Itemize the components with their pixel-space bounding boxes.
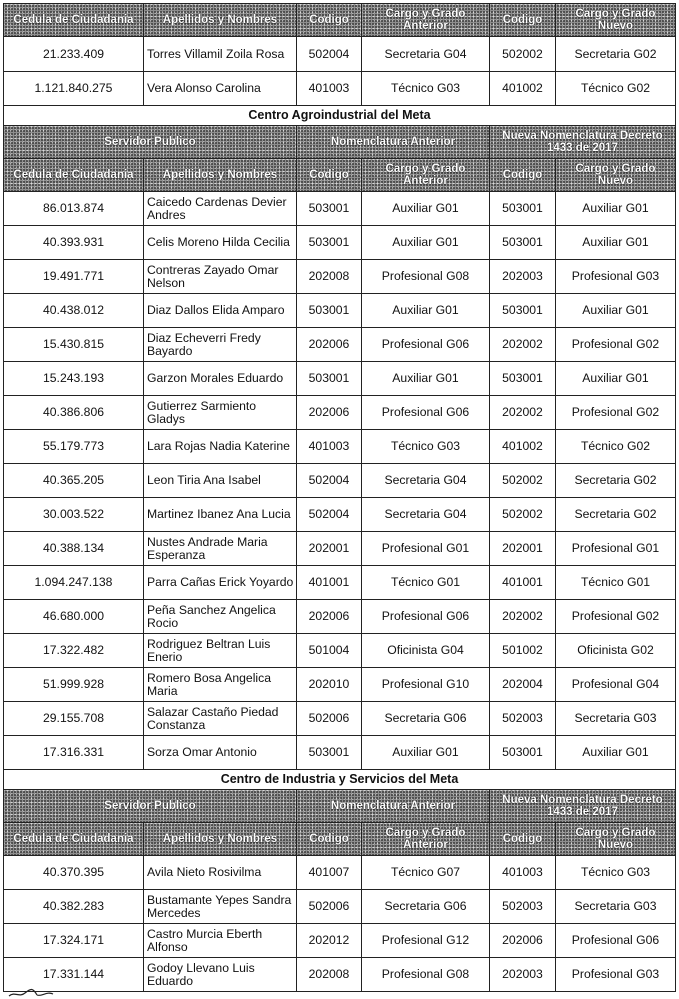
cell-cedula: 1.094.247.138 xyxy=(4,566,144,600)
cell-nombre: Avila Nieto Rosivilma xyxy=(144,856,297,890)
cell-codigo-nuevo: 202002 xyxy=(490,328,556,362)
group-nueva-nomenclatura: Nueva Nomenclatura Decreto 1433 de 2017 xyxy=(490,126,676,159)
cell-nombre: Castro Murcia Eberth Alfonso xyxy=(144,924,297,958)
cell-codigo-nuevo: 202002 xyxy=(490,600,556,634)
cell-codigo-nuevo: 503001 xyxy=(490,362,556,396)
cell-codigo: 502004 xyxy=(297,498,362,532)
cell-nombre: Lara Rojas Nadia Katerine xyxy=(144,430,297,464)
cell-cargo-nuevo: Auxiliar G01 xyxy=(556,294,676,328)
cell-cargo-nuevo: Secretaria G02 xyxy=(556,498,676,532)
cell-nombre: Garzon Morales Eduardo xyxy=(144,362,297,396)
cell-nombre: Contreras Zayado Omar Nelson xyxy=(144,260,297,294)
cell-codigo-nuevo: 503001 xyxy=(490,226,556,260)
header-codigo-nuevo: Codigo xyxy=(490,159,556,192)
header-cargo-anterior: Cargo y Grado Anterior xyxy=(362,823,490,856)
cell-cargo: Secretaria G04 xyxy=(362,498,490,532)
cell-nombre: Diaz Echeverri Fredy Bayardo xyxy=(144,328,297,362)
personnel-table-body xyxy=(4,4,676,992)
cell-codigo-nuevo: 502002 xyxy=(490,464,556,498)
cell-codigo: 401001 xyxy=(297,566,362,600)
cell-codigo-nuevo: 502003 xyxy=(490,702,556,736)
table-row xyxy=(4,566,676,600)
cell-codigo-nuevo: 202003 xyxy=(490,958,556,992)
group-servidor-publico: Servidor Publico xyxy=(4,126,297,159)
cell-cedula: 40.365.205 xyxy=(4,464,144,498)
column-header-row xyxy=(4,4,676,37)
cell-cargo-nuevo: Oficinista G02 xyxy=(556,634,676,668)
cell-codigo-nuevo: 502002 xyxy=(490,498,556,532)
cell-cargo: Secretaria G04 xyxy=(362,464,490,498)
cell-cedula: 40.370.395 xyxy=(4,856,144,890)
cell-cedula: 19.491.771 xyxy=(4,260,144,294)
cell-codigo-nuevo: 501002 xyxy=(490,634,556,668)
table-row xyxy=(4,362,676,396)
table-row xyxy=(4,37,676,72)
cell-cargo-nuevo: Técnico G02 xyxy=(556,72,676,106)
cell-cedula: 21.233.409 xyxy=(4,37,144,72)
table-row xyxy=(4,856,676,890)
cell-cargo-nuevo: Profesional G02 xyxy=(556,396,676,430)
table-row xyxy=(4,72,676,106)
cell-codigo: 202012 xyxy=(297,924,362,958)
cell-cargo-nuevo: Auxiliar G01 xyxy=(556,226,676,260)
cell-cargo: Profesional G01 xyxy=(362,532,490,566)
cell-cargo: Técnico G03 xyxy=(362,430,490,464)
header-cargo-anterior: Cargo y Grado Anterior xyxy=(362,4,490,37)
cell-codigo: 502006 xyxy=(297,890,362,924)
table-row xyxy=(4,328,676,362)
cell-cargo: Técnico G01 xyxy=(362,566,490,600)
cell-cargo-nuevo: Secretaria G03 xyxy=(556,702,676,736)
section-title-row xyxy=(4,770,676,790)
table-row xyxy=(4,600,676,634)
group-nomenclatura-anterior: Nomenclatura Anterior xyxy=(297,790,490,823)
header-codigo: Codigo xyxy=(297,823,362,856)
section-title: Centro Agroindustrial del Meta xyxy=(4,106,676,126)
cell-cedula: 17.316.331 xyxy=(4,736,144,770)
cell-cedula: 17.331.144 xyxy=(4,958,144,992)
cell-cargo: Auxiliar G01 xyxy=(362,192,490,226)
cell-cedula: 40.393.931 xyxy=(4,226,144,260)
cell-cargo-nuevo: Técnico G01 xyxy=(556,566,676,600)
table-row xyxy=(4,294,676,328)
cell-cargo: Profesional G06 xyxy=(362,600,490,634)
group-servidor-publico: Servidor Publico xyxy=(4,790,297,823)
table-row xyxy=(4,430,676,464)
cell-cargo: Secretaria G06 xyxy=(362,890,490,924)
cell-cargo: Profesional G06 xyxy=(362,396,490,430)
cell-cedula: 29.155.708 xyxy=(4,702,144,736)
cell-cedula: 51.999.928 xyxy=(4,668,144,702)
cell-cedula: 1.121.840.275 xyxy=(4,72,144,106)
cell-codigo-nuevo: 503001 xyxy=(490,736,556,770)
cell-codigo: 502004 xyxy=(297,37,362,72)
cell-cedula: 86.013.874 xyxy=(4,192,144,226)
cell-nombre: Leon Tiria Ana Isabel xyxy=(144,464,297,498)
cell-cargo: Técnico G03 xyxy=(362,72,490,106)
cell-codigo-nuevo: 202006 xyxy=(490,924,556,958)
table-row xyxy=(4,226,676,260)
table-row xyxy=(4,464,676,498)
cell-cedula: 40.382.283 xyxy=(4,890,144,924)
cell-codigo-nuevo: 401002 xyxy=(490,430,556,464)
cell-cedula: 40.386.806 xyxy=(4,396,144,430)
table-row xyxy=(4,924,676,958)
table-row xyxy=(4,396,676,430)
cell-nombre: Caicedo Cardenas Devier Andres xyxy=(144,192,297,226)
cell-codigo-nuevo: 202001 xyxy=(490,532,556,566)
cell-nombre: Rodriguez Beltran Luis Enerio xyxy=(144,634,297,668)
cell-cargo: Oficinista G04 xyxy=(362,634,490,668)
section-title: Centro de Industria y Servicios del Meta xyxy=(4,770,676,790)
table-row xyxy=(4,668,676,702)
cell-codigo-nuevo: 503001 xyxy=(490,192,556,226)
cell-cedula: 40.388.134 xyxy=(4,532,144,566)
personnel-table xyxy=(3,3,676,992)
header-codigo: Codigo xyxy=(297,159,362,192)
table-row xyxy=(4,192,676,226)
header-codigo-nuevo: Codigo xyxy=(490,4,556,37)
cell-codigo: 202010 xyxy=(297,668,362,702)
cell-cargo-nuevo: Profesional G06 xyxy=(556,924,676,958)
table-row xyxy=(4,498,676,532)
cell-codigo: 202008 xyxy=(297,958,362,992)
table-row xyxy=(4,634,676,668)
cell-codigo: 202001 xyxy=(297,532,362,566)
cell-cedula: 40.438.012 xyxy=(4,294,144,328)
cell-cargo-nuevo: Profesional G02 xyxy=(556,600,676,634)
cell-cargo-nuevo: Profesional G03 xyxy=(556,958,676,992)
cell-cargo: Profesional G08 xyxy=(362,260,490,294)
group-header-row xyxy=(4,790,676,823)
header-cedula: Cedula de Ciudadania xyxy=(4,823,144,856)
cell-codigo-nuevo: 401003 xyxy=(490,856,556,890)
header-apellidos: Apellidos y Nombres xyxy=(144,823,297,856)
cell-cargo: Auxiliar G01 xyxy=(362,736,490,770)
cell-cargo: Profesional G10 xyxy=(362,668,490,702)
cell-nombre: Peña Sanchez Angelica Rocio xyxy=(144,600,297,634)
cell-nombre: Sorza Omar Antonio xyxy=(144,736,297,770)
cell-cargo-nuevo: Técnico G03 xyxy=(556,856,676,890)
header-apellidos: Apellidos y Nombres xyxy=(144,4,297,37)
cell-cedula: 30.003.522 xyxy=(4,498,144,532)
cell-cedula: 15.243.193 xyxy=(4,362,144,396)
cell-cargo-nuevo: Secretaria G02 xyxy=(556,37,676,72)
cell-cargo-nuevo: Secretaria G03 xyxy=(556,890,676,924)
cell-cargo: Auxiliar G01 xyxy=(362,362,490,396)
group-nueva-nomenclatura: Nueva Nomenclatura Decreto 1433 de 2017 xyxy=(490,790,676,823)
cell-nombre: Martinez Ibanez Ana Lucia xyxy=(144,498,297,532)
cell-cedula: 15.430.815 xyxy=(4,328,144,362)
cell-codigo-nuevo: 202003 xyxy=(490,260,556,294)
header-cargo-nuevo: Cargo y Grado Nuevo xyxy=(556,4,676,37)
cell-codigo: 401007 xyxy=(297,856,362,890)
table-row xyxy=(4,532,676,566)
header-cargo-anterior: Cargo y Grado Anterior xyxy=(362,159,490,192)
cell-codigo-nuevo: 502002 xyxy=(490,37,556,72)
cell-cargo: Auxiliar G01 xyxy=(362,294,490,328)
header-codigo: Codigo xyxy=(297,4,362,37)
cell-codigo: 202006 xyxy=(297,396,362,430)
group-nomenclatura-anterior: Nomenclatura Anterior xyxy=(297,126,490,159)
cell-codigo: 401003 xyxy=(297,430,362,464)
cell-cedula: 46.680.000 xyxy=(4,600,144,634)
header-codigo-nuevo: Codigo xyxy=(490,823,556,856)
cell-codigo-nuevo: 503001 xyxy=(490,294,556,328)
cell-codigo-nuevo: 202002 xyxy=(490,396,556,430)
table-row xyxy=(4,890,676,924)
group-header-row xyxy=(4,126,676,159)
header-cedula: Cedula de Ciudadania xyxy=(4,159,144,192)
cell-cargo: Profesional G12 xyxy=(362,924,490,958)
cell-codigo: 503001 xyxy=(297,226,362,260)
cell-cedula: 17.324.171 xyxy=(4,924,144,958)
cell-cargo-nuevo: Secretaria G02 xyxy=(556,464,676,498)
document-page xyxy=(3,3,675,992)
cell-cargo-nuevo: Auxiliar G01 xyxy=(556,736,676,770)
cell-codigo: 202006 xyxy=(297,600,362,634)
cell-cedula: 17.322.482 xyxy=(4,634,144,668)
table-row xyxy=(4,702,676,736)
cell-codigo: 202008 xyxy=(297,260,362,294)
cell-cargo-nuevo: Auxiliar G01 xyxy=(556,192,676,226)
cell-codigo: 401003 xyxy=(297,72,362,106)
cell-codigo: 502006 xyxy=(297,702,362,736)
cell-nombre: Romero Bosa Angelica Maria xyxy=(144,668,297,702)
cell-codigo: 503001 xyxy=(297,192,362,226)
header-cargo-nuevo: Cargo y Grado Nuevo xyxy=(556,823,676,856)
cell-cargo: Secretaria G04 xyxy=(362,37,490,72)
cell-nombre: Gutierrez Sarmiento Gladys xyxy=(144,396,297,430)
cell-codigo-nuevo: 502003 xyxy=(490,890,556,924)
cell-cargo-nuevo: Profesional G02 xyxy=(556,328,676,362)
cell-cedula: 55.179.773 xyxy=(4,430,144,464)
cell-cargo-nuevo: Profesional G04 xyxy=(556,668,676,702)
column-header-row xyxy=(4,159,676,192)
cell-nombre: Vera Alonso Carolina xyxy=(144,72,297,106)
cell-cargo: Técnico G07 xyxy=(362,856,490,890)
cell-cargo: Secretaria G06 xyxy=(362,702,490,736)
cell-nombre: Bustamante Yepes Sandra Mercedes xyxy=(144,890,297,924)
cell-codigo: 502004 xyxy=(297,464,362,498)
table-row xyxy=(4,958,676,992)
cell-codigo: 202006 xyxy=(297,328,362,362)
cell-nombre: Celis Moreno Hilda Cecilia xyxy=(144,226,297,260)
cell-cargo-nuevo: Técnico G02 xyxy=(556,430,676,464)
cell-codigo-nuevo: 202004 xyxy=(490,668,556,702)
cell-nombre: Godoy Llevano Luis Eduardo xyxy=(144,958,297,992)
cell-codigo: 503001 xyxy=(297,362,362,396)
cell-nombre: Torres Villamil Zoila Rosa xyxy=(144,37,297,72)
header-cargo-nuevo: Cargo y Grado Nuevo xyxy=(556,159,676,192)
column-header-row xyxy=(4,823,676,856)
cell-cargo-nuevo: Auxiliar G01 xyxy=(556,362,676,396)
cell-codigo: 503001 xyxy=(297,736,362,770)
cell-cargo-nuevo: Profesional G03 xyxy=(556,260,676,294)
cell-cargo: Profesional G06 xyxy=(362,328,490,362)
cell-codigo: 501004 xyxy=(297,634,362,668)
cell-codigo-nuevo: 401002 xyxy=(490,72,556,106)
section-title-row xyxy=(4,106,676,126)
header-apellidos: Apellidos y Nombres xyxy=(144,159,297,192)
cell-cargo-nuevo: Profesional G01 xyxy=(556,532,676,566)
cell-codigo: 503001 xyxy=(297,294,362,328)
cell-cargo: Auxiliar G01 xyxy=(362,226,490,260)
cell-nombre: Nustes Andrade Maria Esperanza xyxy=(144,532,297,566)
cell-cargo: Profesional G08 xyxy=(362,958,490,992)
header-cedula: Cedula de Ciudadania xyxy=(4,4,144,37)
cell-codigo-nuevo: 401001 xyxy=(490,566,556,600)
cell-nombre: Parra Cañas Erick Yoyardo xyxy=(144,566,297,600)
cell-nombre: Diaz Dallos Elida Amparo xyxy=(144,294,297,328)
table-row xyxy=(4,260,676,294)
table-row xyxy=(4,736,676,770)
cell-nombre: Salazar Castaño Piedad Constanza xyxy=(144,702,297,736)
